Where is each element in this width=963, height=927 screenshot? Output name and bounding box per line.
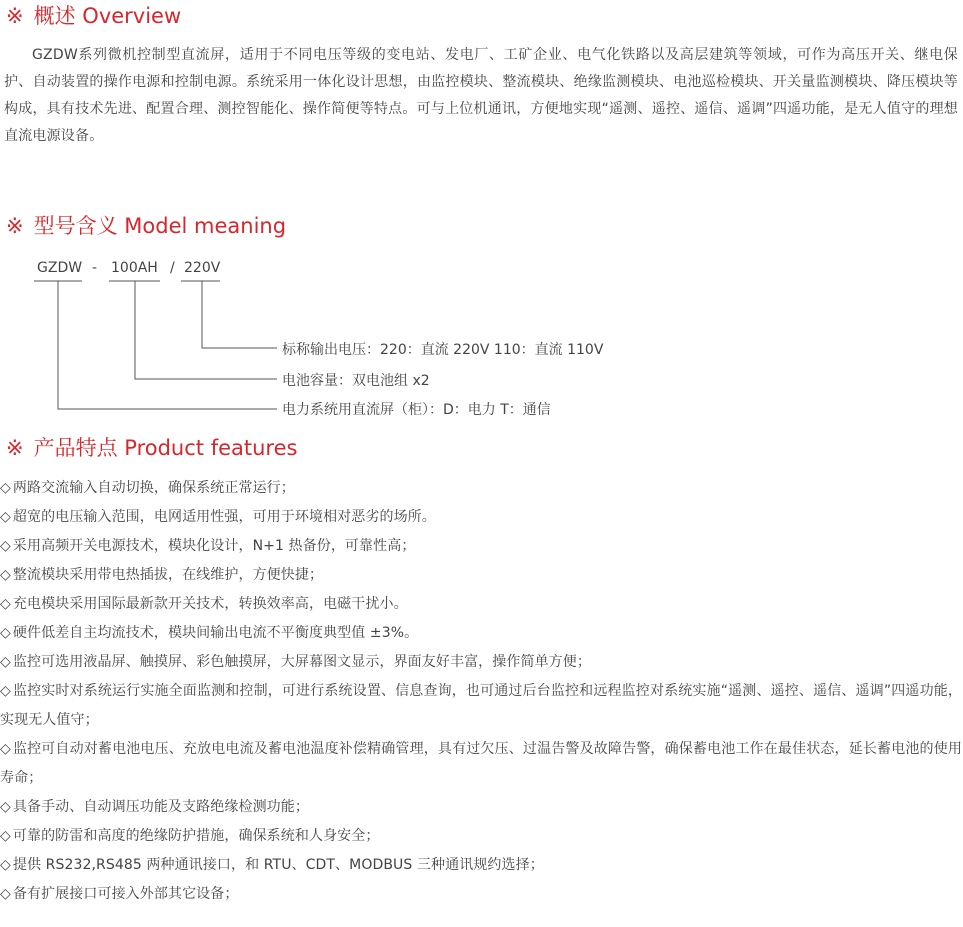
feature-item: [0, 590, 962, 619]
diamond-bullet-icon: ◇: [0, 509, 11, 525]
feature-item: [0, 619, 962, 648]
features-list: [0, 474, 962, 909]
diamond-bullet-icon: ◇: [0, 538, 11, 554]
diamond-bullet-icon: ◇: [0, 683, 11, 699]
model-desc-capacity: 电池容量：双电池组 x2: [282, 373, 430, 389]
reference-mark-icon: ※: [6, 214, 24, 238]
feature-text: 可靠的防雷和高度的绝缘防护措施，确保系统和人身安全；: [12, 828, 380, 844]
leader-capacity: [135, 281, 277, 379]
feature-item: [0, 793, 962, 822]
feature-item: [0, 532, 962, 561]
model-code-voltage: 220V: [184, 260, 221, 276]
model-heading: [6, 212, 286, 240]
overview-paragraph: GZDW系列微机控制型直流屏，适用于不同电压等级的变电站、发电厂、工矿企业、电气化铁路以及高层建筑等领域，可作为高压开关、继电保护、自动装置的操作电源和控制电源。系统采用一体化设计思想，由监控模块、整流模块、绝缘监测模块、电池巡检模块、开关量监测模块、降压模块等构成，具有技术先进、配置合理、测控智能化、操作简便等特点。可与上位机通讯，方便地实现“遥测、遥控、遥信、遥调”四遥功能，是无人值守的理想直流电源设备。: [4, 47, 958, 144]
diamond-bullet-icon: ◇: [0, 596, 11, 612]
feature-text: 备有扩展接口可接入外部其它设备；: [12, 886, 239, 902]
feature-text: 整流模块采用带电热插拔，在线维护，方便快捷；: [12, 567, 324, 583]
reference-mark-icon: ※: [6, 4, 24, 28]
feature-text: 具备手动、自动调压功能及支路绝缘检测功能；: [12, 799, 309, 815]
feature-text: 采用高频开关电源技术，模块化设计，N+1 热备份，可靠性高；: [12, 538, 416, 554]
model-desc-series: 电力系统用直流屏（柜）：D：电力 T：通信: [282, 402, 551, 418]
feature-text: 充电模块采用国际最新款开关技术，转换效率高，电磁干扰小。: [12, 596, 408, 612]
feature-text: 监控可自动对蓄电池电压、充放电电流及蓄电池温度补偿精确管理，具有过欠压、过温告警及故障告警，确保蓄电池工作在最佳状态，延长蓄电池的使用寿命；: [0, 741, 962, 786]
reference-mark-icon: ※: [6, 436, 24, 460]
leader-voltage: [202, 281, 277, 348]
model-code-diagram: [0, 255, 963, 435]
feature-text: 提供 RS232,RS485 两种通讯接口，和 RTU、CDT、MODBUS 三种通讯规约选择；: [12, 857, 544, 873]
feature-item: [0, 648, 962, 677]
overview-title: 概述 Overview: [33, 4, 182, 28]
feature-item: [0, 677, 962, 735]
feature-item: [0, 474, 962, 503]
features-title: 产品特点 Product features: [33, 436, 298, 460]
diamond-bullet-icon: ◇: [0, 886, 11, 902]
feature-text: 两路交流输入自动切换，确保系统正常运行；: [12, 480, 295, 496]
feature-text: 监控实时对系统运行实施全面监测和控制，可进行系统设置、信息查询，也可通过后台监控和远程监控对系统实施“遥测、遥控、遥信、遥调”四遥功能，实现无人值守；: [0, 683, 962, 728]
features-heading: [6, 434, 297, 462]
feature-text: 超宽的电压输入范围，电网适用性强，可用于环境相对恶劣的场所。: [12, 509, 436, 525]
diamond-bullet-icon: ◇: [0, 625, 11, 641]
diamond-bullet-icon: ◇: [0, 480, 11, 496]
diamond-bullet-icon: ◇: [0, 857, 11, 873]
diamond-bullet-icon: ◇: [0, 567, 11, 583]
feature-text: 硬件低差自主均流技术，模块间输出电流不平衡度典型值 ±3%。: [12, 625, 419, 641]
diamond-bullet-icon: ◇: [0, 799, 11, 815]
feature-item: [0, 851, 962, 880]
model-code-series: GZDW: [37, 260, 83, 276]
overview-heading: [6, 2, 181, 30]
diamond-bullet-icon: ◇: [0, 654, 11, 670]
feature-item: [0, 880, 962, 909]
feature-item: [0, 822, 962, 851]
model-code-slash: /: [170, 260, 175, 276]
feature-item: [0, 561, 962, 590]
model-code-dash: -: [92, 260, 98, 276]
model-title: 型号含义 Model meaning: [33, 214, 287, 238]
leader-series: [58, 281, 277, 409]
feature-item: [0, 735, 962, 793]
feature-item: [0, 503, 962, 532]
feature-text: 监控可选用液晶屏、触摸屏、彩色触摸屏，大屏幕图文显示，界面友好丰富，操作简单方便；: [12, 654, 591, 670]
model-code-capacity: 100AH: [111, 260, 158, 276]
diamond-bullet-icon: ◇: [0, 741, 11, 757]
diamond-bullet-icon: ◇: [0, 828, 11, 844]
model-desc-voltage: 标称输出电压：220：直流 220V 110：直流 110V: [282, 342, 604, 358]
